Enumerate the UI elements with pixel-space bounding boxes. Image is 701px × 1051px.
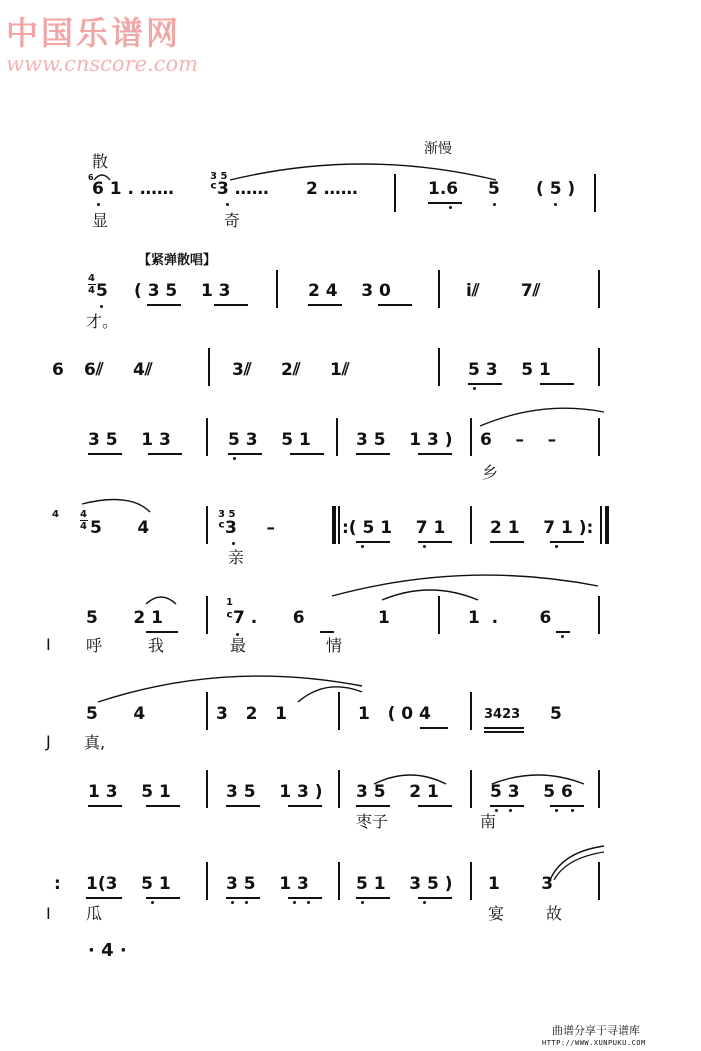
note: :( 5 1 7 1: [342, 518, 446, 538]
note-dot: [423, 545, 426, 548]
note-dot: [509, 809, 512, 812]
footer-url: HTTP://WWW.XUNPUKU.COM: [542, 1039, 646, 1047]
note-dot: [361, 545, 364, 548]
lyric-hu: 呼: [86, 636, 103, 655]
note: 5 3 5 6: [490, 782, 573, 802]
note: ( 3 5 1 3: [134, 281, 231, 301]
note-dot: [571, 809, 574, 812]
note: 5: [550, 704, 562, 724]
page-number: · 4 ·: [88, 940, 127, 961]
beam: [418, 541, 452, 543]
beam: [356, 805, 390, 807]
bar-line: [206, 506, 208, 544]
watermark-site-url: www.cnscore.com: [6, 52, 199, 76]
lyric-xiang: 乡: [482, 463, 499, 482]
slur-arc: [144, 592, 178, 606]
note: ᶜ3 ……: [210, 179, 269, 199]
beam: [468, 383, 502, 385]
bar-line: [594, 174, 596, 212]
note: ( 5 ): [536, 179, 576, 199]
lyric-qing: 情: [326, 636, 343, 655]
bar-line: [598, 770, 600, 808]
note: 5 4: [86, 704, 146, 724]
beam: [550, 541, 584, 543]
note: 5: [96, 281, 108, 301]
bar-line: [336, 418, 338, 456]
beam: [226, 805, 260, 807]
lyric-zaozi: 枣子: [356, 812, 389, 831]
bar-line: [470, 770, 472, 808]
lyric-gu: 故: [546, 904, 563, 923]
beam: [146, 897, 180, 899]
note: 1 3 5 1: [88, 782, 171, 802]
note: 3⫽ 2⫽ 1⫽: [232, 360, 350, 380]
beam: [378, 304, 412, 306]
bar-line: [394, 174, 396, 212]
beam: [418, 805, 452, 807]
note-dot: [97, 203, 100, 206]
grace-note: 3 5: [210, 171, 228, 182]
note: 5 3 5 1: [468, 360, 551, 380]
bar-line: [598, 862, 600, 900]
note: 5: [488, 179, 500, 199]
note: 1 3: [488, 874, 554, 894]
bar-line: [438, 270, 440, 308]
beam: [146, 631, 178, 633]
note-dot: [423, 901, 426, 904]
repeat-end: [605, 506, 609, 544]
note: 1 . 6: [468, 608, 552, 628]
grace-note: 3 5: [218, 509, 236, 520]
time-signature-numerator: 4: [80, 509, 87, 520]
time-signature-denominator: 4: [88, 285, 95, 296]
beam: [288, 805, 322, 807]
note: 3 5 1 3: [88, 430, 171, 450]
note-dot: [555, 545, 558, 548]
lyric-qi: 奇: [224, 211, 241, 230]
beam: [228, 453, 262, 455]
edge-time-signature: 4: [52, 509, 59, 520]
note: 6 1 . ……: [92, 179, 174, 199]
beam: [490, 541, 524, 543]
beam: [556, 631, 570, 633]
time-signature-numerator: 4: [88, 273, 95, 284]
note-dot: [233, 457, 236, 460]
beam: [356, 897, 390, 899]
beam: [490, 805, 524, 807]
beam: [540, 383, 574, 385]
note-dot: [232, 542, 235, 545]
edge-glyph: :: [54, 874, 61, 894]
note: 1(3 5 1: [86, 874, 171, 894]
bar-line: [438, 348, 440, 386]
note: 5 2 1: [86, 608, 163, 628]
lyric-zui: 最: [230, 636, 247, 655]
edge-glyph: I: [46, 904, 51, 923]
note: 3423: [484, 707, 521, 722]
bar-line: [206, 862, 208, 900]
bar-line: [206, 692, 208, 730]
lyric-yan: 宴: [488, 904, 505, 923]
note: ᶜ7 . 6: [226, 608, 305, 628]
slur-arc: [80, 494, 152, 514]
beam: [420, 727, 448, 729]
bar-line: [470, 862, 472, 900]
note: 6 – –: [480, 430, 557, 450]
bar-line: [598, 596, 600, 634]
grace-note: 6: [88, 173, 94, 182]
beam: [356, 453, 390, 455]
note-dot: [555, 809, 558, 812]
section-marking: 【紧弹散唱】: [138, 253, 217, 268]
slur-arc: [296, 682, 366, 704]
beam: [214, 304, 248, 306]
bar-line: [598, 348, 600, 386]
note-dot: [245, 901, 248, 904]
beam: [288, 897, 322, 899]
beam: [147, 304, 181, 306]
edge-glyph: I: [46, 635, 51, 654]
note: 2 ……: [306, 179, 358, 199]
bar-line: [470, 418, 472, 456]
note-dot: [361, 901, 364, 904]
bar-line: [598, 270, 600, 308]
bar-line: [338, 770, 340, 808]
note: 3 5 1 3: [226, 874, 309, 894]
lyric-xian: 显: [92, 211, 109, 230]
beam: [290, 453, 324, 455]
note-dot: [554, 203, 557, 206]
note: 5 3 5 1: [228, 430, 311, 450]
beam: [428, 202, 462, 204]
note: ᶜ3 –: [218, 518, 275, 538]
note-dot: [151, 901, 154, 904]
beam: [356, 541, 390, 543]
tempo-marking-free: 散: [92, 152, 109, 171]
lyric-wo: 我: [148, 636, 165, 655]
lyric-zhen: 真,: [84, 733, 106, 752]
lyric-nan: 南: [480, 812, 497, 831]
edge-glyph: 6: [52, 360, 64, 380]
bar-line: [206, 418, 208, 456]
beam: [550, 805, 584, 807]
note: 1: [378, 608, 390, 628]
beam: [418, 897, 452, 899]
note-dot: [231, 901, 234, 904]
note: 1 ( 0 4: [358, 704, 431, 724]
note-dot: [100, 305, 103, 308]
lyric-cai: 才。: [86, 312, 119, 331]
note: 1.6: [428, 179, 459, 199]
bar-line: [276, 270, 278, 308]
note-dot: [449, 206, 452, 209]
note-dot: [473, 387, 476, 390]
note-dot: [293, 901, 296, 904]
lyric-qin: 亲: [228, 548, 245, 567]
note: 3 2 1: [216, 704, 287, 724]
repeat-start: [338, 506, 340, 544]
time-signature-denominator: 4: [80, 521, 87, 532]
note-dot: [226, 203, 229, 206]
beam: [308, 304, 342, 306]
repeat-start: [332, 506, 336, 544]
footer-text: 曲谱分享于寻谱库: [552, 1024, 640, 1037]
bar-line: [470, 506, 472, 544]
slur-arc: [478, 406, 606, 428]
beam: [320, 631, 334, 633]
bar-line: [438, 596, 440, 634]
note: 2 4 3 0: [308, 281, 391, 301]
beam: [226, 897, 260, 899]
repeat-end: [600, 506, 602, 544]
note-dot: [561, 635, 564, 638]
beam: [484, 727, 524, 729]
tempo-marking-slowing: 渐慢: [424, 141, 452, 157]
beam: [148, 453, 182, 455]
grace-note: 1: [226, 597, 233, 608]
lyric-gua: 瓜: [86, 904, 103, 923]
note: 5 1 3 5 ): [356, 874, 453, 894]
slur-arc: [380, 584, 480, 602]
bar-line: [470, 692, 472, 730]
note: 6⫽ 4⫽: [84, 360, 153, 380]
bar-line: [598, 418, 600, 456]
beam: [418, 453, 452, 455]
bar-line: [338, 862, 340, 900]
note: 3 5 1 3 ): [356, 430, 453, 450]
bar-line: [206, 770, 208, 808]
note: 2 1 7 1 ):: [490, 518, 594, 538]
note: i⫽ 7⫽: [466, 281, 541, 301]
note-dot: [307, 901, 310, 904]
bar-line: [208, 348, 210, 386]
note: 3 5 1 3 ): [226, 782, 323, 802]
note: 5 4: [90, 518, 150, 538]
bar-line: [338, 692, 340, 730]
beam: [484, 731, 524, 733]
note-dot: [493, 203, 496, 206]
note: 3 5 2 1: [356, 782, 439, 802]
edge-glyph: J: [46, 732, 51, 751]
watermark-site-name: 中国乐谱网: [6, 14, 182, 52]
bar-line: [206, 596, 208, 634]
beam: [146, 805, 180, 807]
beam: [86, 897, 122, 899]
beam: [88, 453, 122, 455]
beam: [88, 805, 122, 807]
